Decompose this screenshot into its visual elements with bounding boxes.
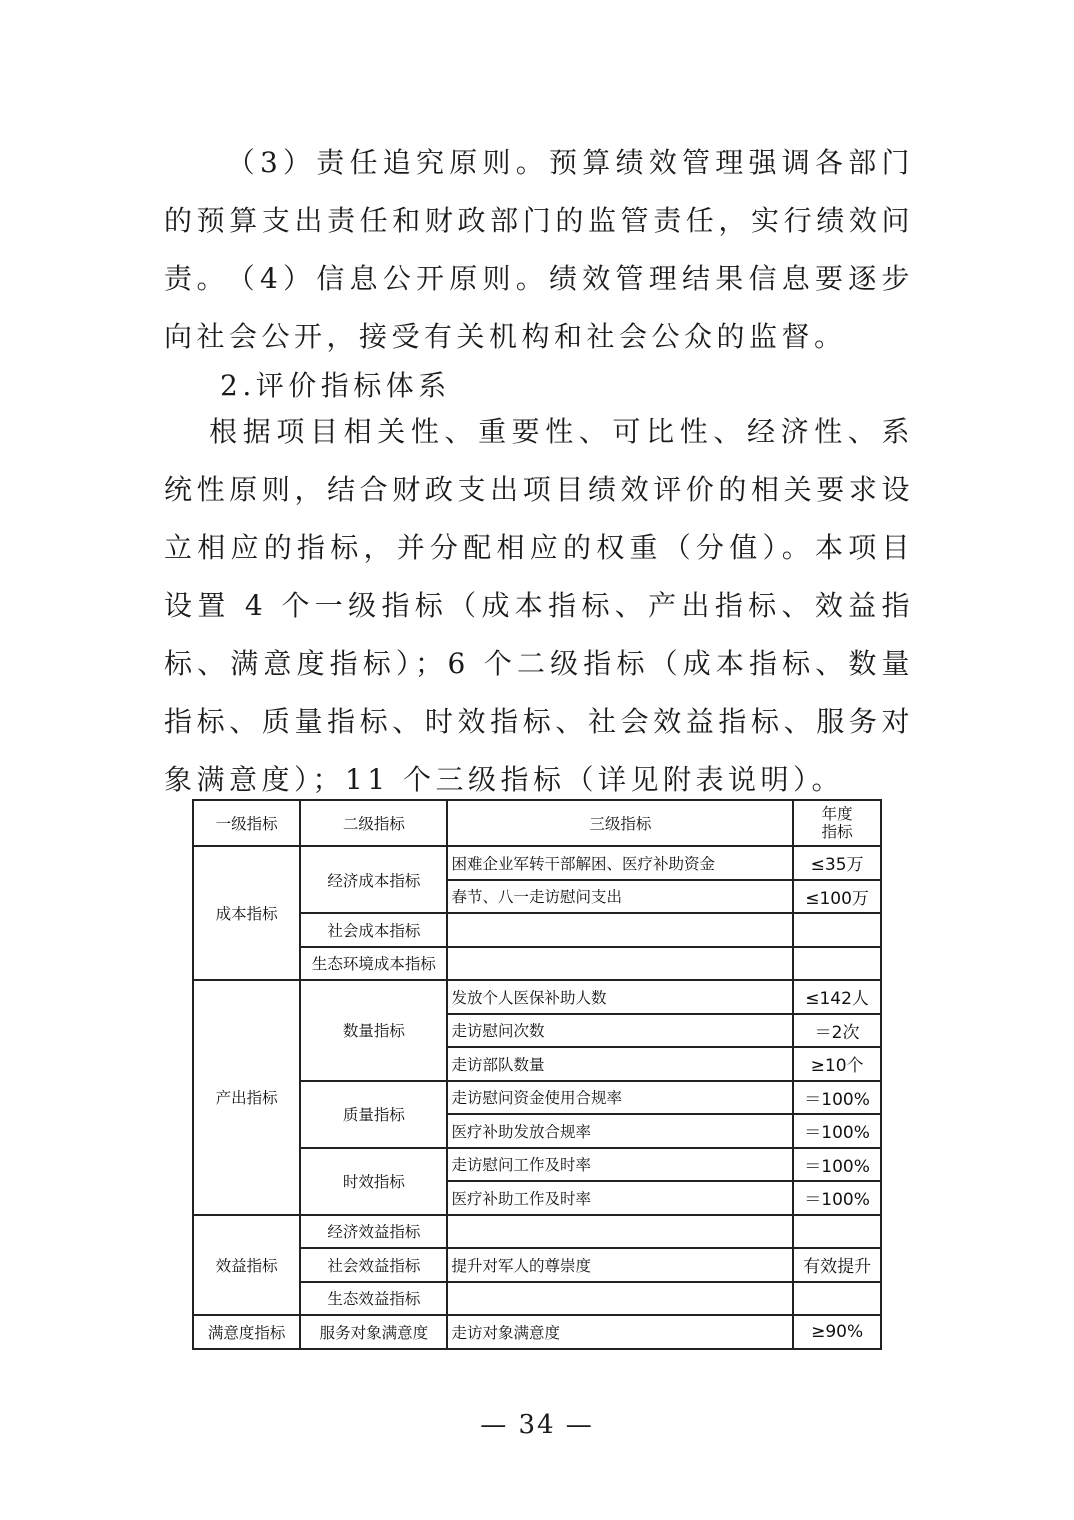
level2-cell: 社会效益指标: [300, 1248, 447, 1282]
section-heading: 2.评价指标体系: [220, 369, 451, 402]
level2-cell: 社会成本指标: [300, 913, 447, 947]
annual-target-cell: ＝100%: [793, 1081, 881, 1115]
annual-target-cell: [793, 1282, 881, 1316]
level1-cell: 产出指标: [193, 980, 300, 1215]
level3-cell: 走访对象满意度: [447, 1315, 793, 1349]
annual-target-cell: [793, 1215, 881, 1249]
level3-cell: 发放个人医保补助人数: [447, 980, 793, 1014]
paragraph-text: （4）信息公开原则。绩效管理结果信息要逐步向社会公开，接受有关机构和社会公众的监督。: [164, 262, 914, 353]
header-level2: 二级指标: [300, 800, 447, 846]
paragraph-disclosure: [164, 250, 914, 366]
table-body: [193, 846, 881, 1349]
level3-cell: [447, 947, 793, 981]
level3-cell: [447, 1215, 793, 1249]
level2-cell: 生态环境成本指标: [300, 947, 447, 981]
annual-target-cell: ＝2次: [793, 1014, 881, 1048]
level3-cell: 医疗补助工作及时率: [447, 1181, 793, 1215]
level2-cell: 服务对象满意度: [300, 1315, 447, 1349]
level2-cell: 时效指标: [300, 1148, 447, 1215]
paragraph-text: （3）责任追究原则。预算绩效管理强调各部门的预算支出责任和财政部门的监管责任，实行绩效问责。: [164, 146, 914, 295]
level1-cell: 成本指标: [193, 846, 300, 980]
annual-target-cell: 有效提升: [793, 1248, 881, 1282]
level3-cell: 困难企业军转干部解困、医疗补助资金: [447, 846, 793, 880]
annual-target-cell: ＝100%: [793, 1148, 881, 1182]
annual-target-cell: ≥90%: [793, 1315, 881, 1349]
header-annual-target: [793, 800, 881, 846]
annual-target-cell: ≤100万: [793, 880, 881, 914]
table-row: [193, 846, 881, 880]
table-row: [193, 1315, 881, 1349]
level3-cell: 医疗补助发放合规率: [447, 1114, 793, 1148]
annual-target-cell: [793, 913, 881, 947]
level1-cell: 效益指标: [193, 1215, 300, 1316]
level3-cell: [447, 913, 793, 947]
paragraph-indicator-system: [164, 403, 914, 809]
annual-target-cell: ≤142人: [793, 980, 881, 1014]
level3-cell: [447, 1282, 793, 1316]
annual-target-cell: ≥10个: [793, 1047, 881, 1081]
level2-cell: 生态效益指标: [300, 1282, 447, 1316]
level3-cell: 走访慰问次数: [447, 1014, 793, 1048]
table-row: [193, 980, 881, 1014]
annual-target-cell: ＝100%: [793, 1114, 881, 1148]
level3-cell: 春节、八一走访慰问支出: [447, 880, 793, 914]
level2-cell: 数量指标: [300, 980, 447, 1081]
page-number: — 34 —: [480, 1410, 594, 1440]
header-annual-target-text: 年度 指标: [821, 805, 853, 841]
header-level3: 三级指标: [447, 800, 793, 846]
level3-cell: 走访部队数量: [447, 1047, 793, 1081]
annual-target-cell: ≤35万: [793, 846, 881, 880]
table-row: [193, 1215, 881, 1249]
level3-cell: 提升对军人的尊崇度: [447, 1248, 793, 1282]
annual-target-cell: [793, 947, 881, 981]
level2-cell: 质量指标: [300, 1081, 447, 1148]
level2-cell: 经济成本指标: [300, 846, 447, 913]
level3-cell: 走访慰问资金使用合规率: [447, 1081, 793, 1115]
indicator-table: [192, 799, 882, 1350]
paragraph-text: 根据项目相关性、重要性、可比性、经济性、系统性原则，结合财政支出项目绩效评价的相关要求设立相应的指标，并分配相应的权重（分值）。本项目设置 4 个一级指标（成本指标、产出指标、效益指标、满意度指标）；6 个二级指标（成本指标、数量指标、质量指标、时效指标、社会效益指标、服务对象满意度）；11 个三级指标（详见附表说明）。: [164, 415, 914, 796]
level1-cell: 满意度指标: [193, 1315, 300, 1349]
annual-target-cell: ＝100%: [793, 1181, 881, 1215]
header-level1: 一级指标: [193, 800, 300, 846]
level3-cell: 走访慰问工作及时率: [447, 1148, 793, 1182]
table-header-row: [193, 800, 881, 846]
level2-cell: 经济效益指标: [300, 1215, 447, 1249]
